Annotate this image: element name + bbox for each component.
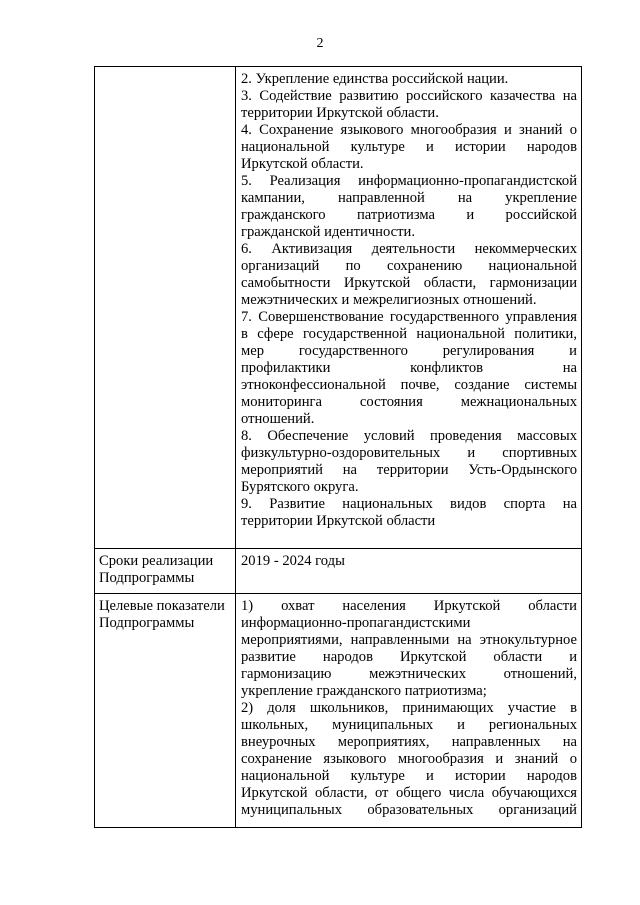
row-value-text-line: гражданского патриотизма и российской [241, 207, 577, 223]
row-value-text-line: Иркутской области. [241, 156, 364, 172]
row-value-text-line: 7. Совершенствование государственного управления [241, 309, 577, 325]
subprogram-passport-table [94, 66, 582, 828]
table-row-implementation-period [95, 549, 582, 594]
row-value-text-line: мер государственного регулирования и [241, 343, 577, 359]
row-value-text-line: мероприятиями, направленными на этнокультурное [241, 632, 577, 648]
row-value-text-line: профилактики конфликтов на [241, 360, 577, 376]
row-value-text-line: 2) доля школьников, принимающих участие в [241, 700, 577, 716]
row-value-text-line: отношений. [241, 411, 315, 427]
row-value-text-line: самобытности Иркутской области, гармонизации [241, 275, 577, 291]
row-value-text-line: школьных, муниципальных и региональных [241, 717, 577, 733]
row-value-text-line: 9. Развитие национальных видов спорта на [241, 496, 577, 512]
row-value-text-line: 1) охват населения Иркутской области [241, 598, 577, 614]
table-row-target-indicators [95, 594, 582, 828]
row-value-cell [236, 549, 582, 594]
row-value-text-line: Иркутской области, от общего числа обучающихся [241, 785, 577, 801]
row-value-text-line: мониторинга состояния межнациональных [241, 394, 577, 410]
row-value-text-line: укрепление гражданского патриотизма; [241, 683, 487, 699]
row-value-text-line: 2. Укрепление единства российской нации. [241, 71, 509, 87]
row-value-text-line: 4. Сохранение языкового многообразия и знаний о [241, 122, 577, 138]
row-label-cell [95, 594, 236, 828]
row-value-text-line: 6. Активизация деятельности некоммерческих [241, 241, 577, 257]
row-label-cell [95, 67, 236, 549]
row-value-text-line: этноконфессиональной почве, создание системы [241, 377, 577, 393]
row-value-text-line: физкультурно-оздоровительных и спортивных [241, 445, 577, 461]
row-value-text-line: внеурочных мероприятиях, направленных на [241, 734, 577, 750]
row-value-text-line: развитие народов Иркутской области и [241, 649, 577, 665]
row-value-text-line: мероприятий на территории Усть-Ордынского [241, 462, 577, 478]
row-value-text-line: организаций по сохранению национальной [241, 258, 577, 274]
row-value-text-line: информационно-пропагандистскими [241, 615, 471, 631]
row-value-text-line: национальной культуре и истории народов [241, 768, 577, 784]
row-value-cell [236, 67, 582, 549]
row-value-text-line: гармонизацию межэтнических отношений, [241, 666, 577, 682]
row-value-text-line: 5. Реализация информационно-пропагандистской [241, 173, 577, 189]
page-number: 2 [316, 36, 324, 51]
row-value-text-line: муниципальных образовательных организаций [241, 802, 577, 818]
row-value-text-line: национальной культуре и истории народов [241, 139, 577, 155]
row-label-cell [95, 549, 236, 594]
row-value-text-line: кампании, направленной на укрепление [241, 190, 577, 206]
row-value-text-line: гражданской идентичности. [241, 224, 415, 240]
row-value-text-line: 3. Содействие развитию российского казачества на [241, 88, 577, 104]
row-value-text-line: Бурятского округа. [241, 479, 359, 495]
row-value-cell [236, 594, 582, 828]
table-row-tasks [95, 67, 582, 549]
row-value-text-line: 8. Обеспечение условий проведения массовых [241, 428, 577, 444]
row-value-text-line: территории Иркутской области. [241, 105, 439, 121]
row-label-text: Целевые показатели [99, 598, 225, 614]
row-value-text-line: межэтнических и межрелигиозных отношений. [241, 292, 537, 308]
row-label-text: Сроки реализации [99, 553, 214, 569]
row-value-text-line: 2019 - 2024 годы [241, 553, 345, 569]
row-label-text: Подпрограммы [99, 570, 195, 586]
row-value-text-line: территории Иркутской области [241, 513, 436, 529]
row-value-text-line: сохранение языкового многообразия и знаний о [241, 751, 577, 767]
row-value-text-line: в сфере государственной национальной политики, [241, 326, 577, 342]
row-label-text: Подпрограммы [99, 615, 195, 631]
